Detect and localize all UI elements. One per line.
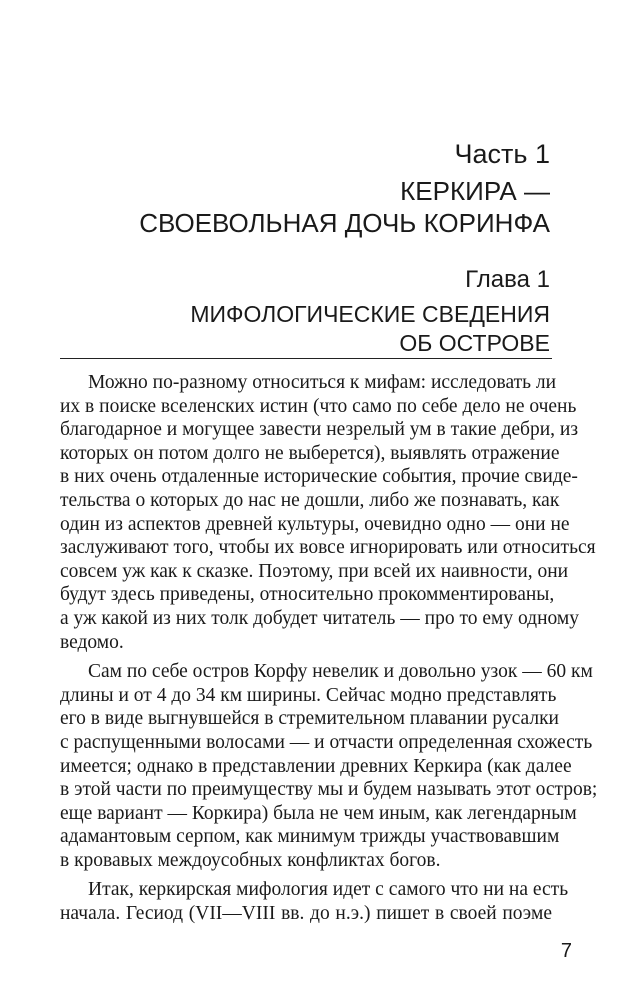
- text-line: еще вариант — Коркира) была не чем иным, как легендарным: [60, 802, 577, 824]
- text-line: Можно по-разному относиться к мифам: исследовать ли: [88, 372, 557, 393]
- text-line: благодарное и могущее завести незрелый ум в такие дебри, из: [60, 419, 579, 441]
- text-line: а уж какой из них толк добудет читатель — про то ему одному: [60, 607, 579, 629]
- text-line: ведомо.: [60, 631, 124, 653]
- text-line: в этой части по преимуществу мы и будем называть этот остров;: [60, 779, 598, 801]
- text-line: тельства о которых до нас не дошли, либо же познавать, как: [60, 489, 560, 511]
- paragraph: [60, 660, 598, 872]
- text-line: адамантовым серпом, как минимум трижды участвовавшим: [60, 826, 560, 848]
- paragraph: [60, 371, 596, 654]
- text-line: в кровавых междоусобных конфликтах богов.: [60, 849, 441, 871]
- text-line: Сам по себе остров Корфу невелик и довольно узок — 60 км: [88, 661, 593, 683]
- text-line: его в виде выгнувшейся в стремительном плавании русалки: [60, 708, 559, 730]
- text-line: которых он потом долго не выберется), выявлять отражение: [60, 442, 560, 464]
- text-line: их в поиске вселенских истин (что само по себе дело не очень: [60, 395, 577, 417]
- text-line: совсем уж как к сказке. Поэтому, при всей их наивности, они: [60, 560, 569, 582]
- part-title: [60, 175, 550, 239]
- text-line: длины и от 4 до 34 км ширины. Сейчас модно представлять: [60, 684, 557, 706]
- chapter-title-line: МИФОЛОГИЧЕСКИЕ СВЕДЕНИЯ: [190, 301, 550, 327]
- chapter-title: [60, 300, 550, 358]
- part-label-text: Часть 1: [454, 139, 550, 169]
- heading-divider: [60, 358, 552, 359]
- body-text: [60, 371, 598, 932]
- text-line: в них очень отдаленные исторические события, прочие свиде-: [60, 466, 578, 488]
- text-line: заслуживают того, чтобы их вовсе игнорировать или относиться: [60, 537, 596, 559]
- text-line: имеется; однако в представлении древних Керкира (как далее: [60, 755, 572, 777]
- text-line: начала. Гесиод (VII—VIII вв. до н.э.) пишет в своей поэме: [60, 903, 552, 925]
- text-line: один из аспектов древней культуры, очевидно одно — они не: [60, 513, 570, 535]
- text-line: Итак, керкирская мифология идет с самого что ни на есть: [88, 879, 569, 901]
- chapter-label: [60, 265, 550, 295]
- chapter-title-line: ОБ ОСТРОВЕ: [399, 330, 550, 356]
- text-line: с распущенными волосами — и отчасти определенная схожесть: [60, 731, 593, 753]
- chapter-label-text: Глава 1: [465, 266, 550, 293]
- paragraph: [60, 878, 569, 925]
- text-line: будут здесь приведены, относительно прокомментированы,: [60, 584, 555, 606]
- part-label: [60, 138, 550, 170]
- part-title-line: СВОЕВОЛЬНАЯ ДОЧЬ КОРИНФА: [139, 208, 550, 238]
- page-number: 7: [560, 940, 572, 962]
- part-title-line: КЕРКИРА —: [400, 176, 550, 206]
